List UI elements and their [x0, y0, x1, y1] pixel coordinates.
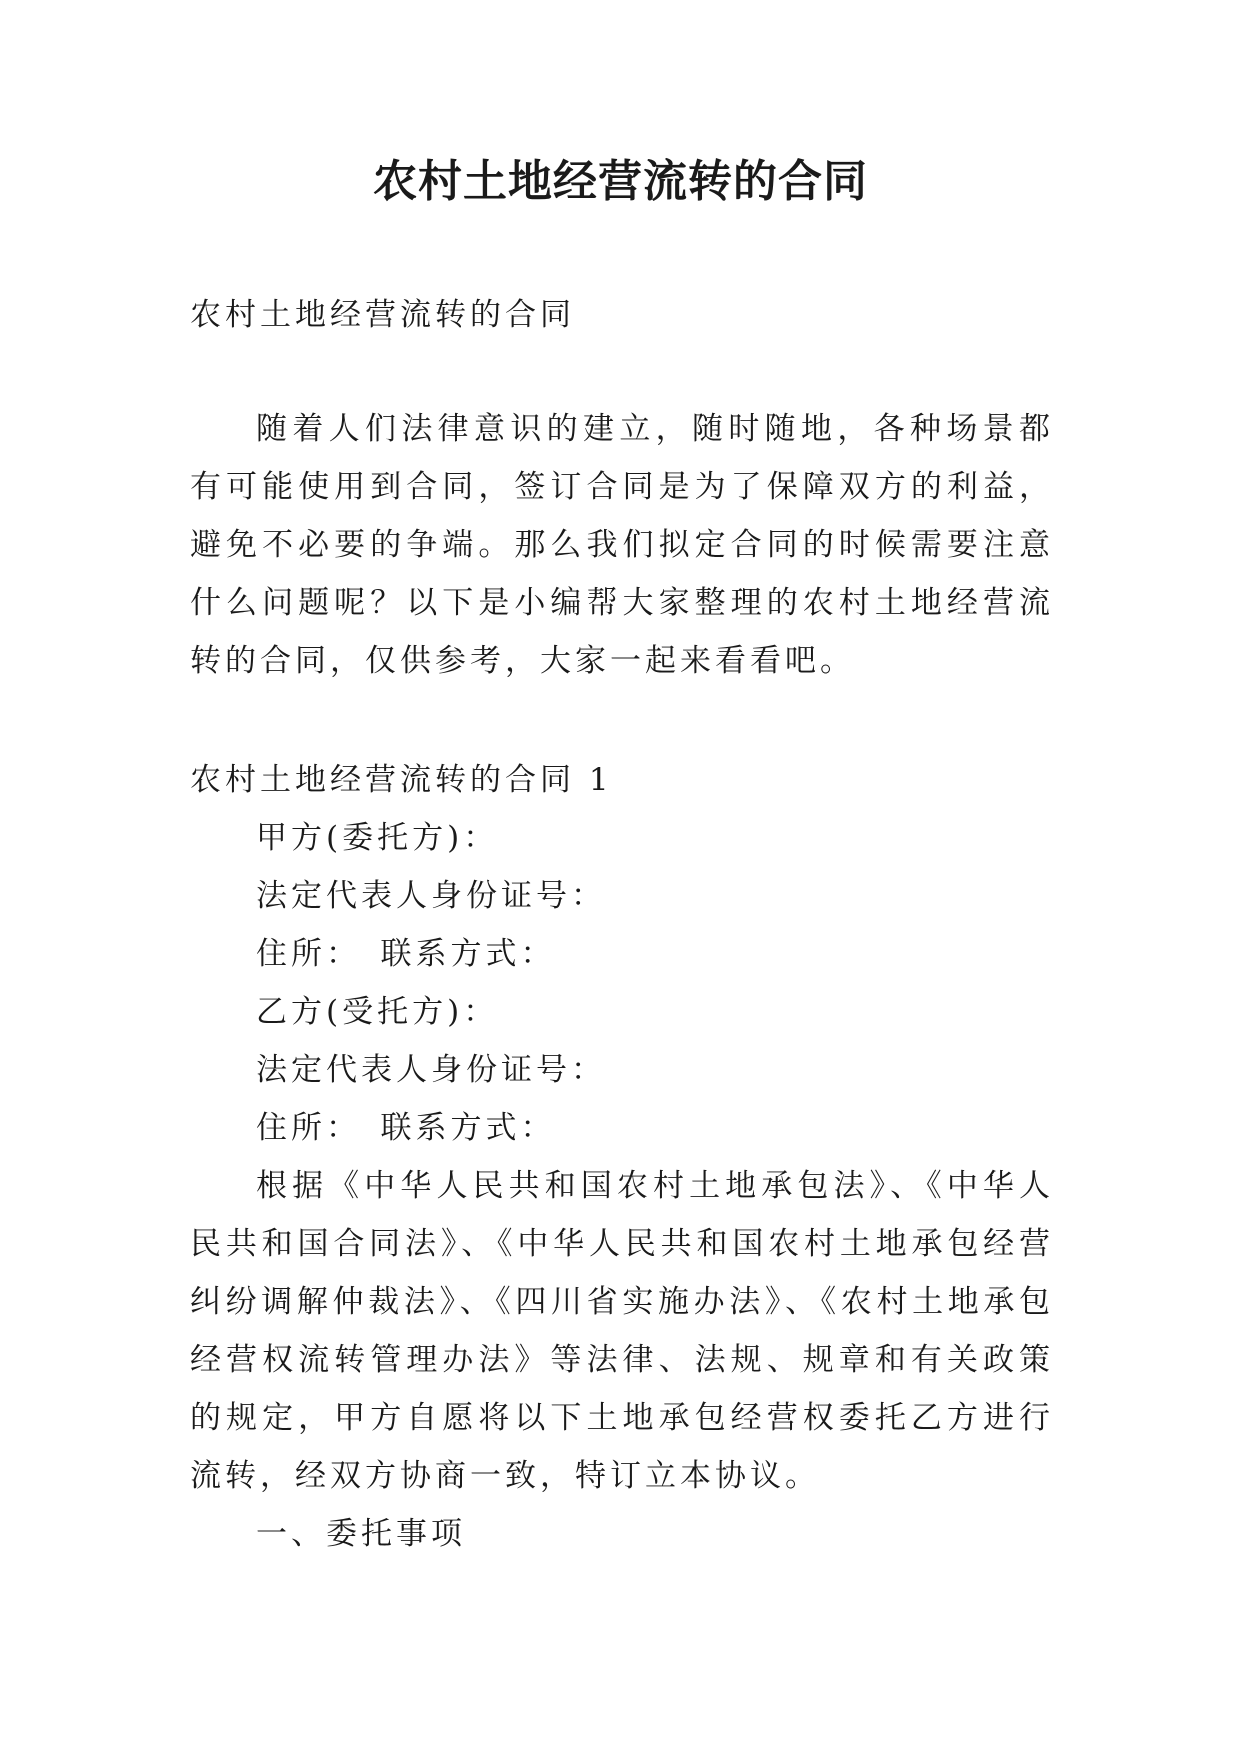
document-subtitle — [190, 286, 1054, 344]
intro-text: 随着人们法律意识的建立，随时随地，各种场景都有可能使用到合同，签订合同是为了保障双方的利益，避免不必要的争端。那么我们拟定合同的时候需要注意什么问题呢？以下是小编帮大家整理的农村土地经营流转的合同，仅供参考，大家一起来看看吧。 — [190, 411, 1054, 679]
field-party-b-id: 法定代表人身份证号： — [256, 1052, 606, 1088]
section-heading: 农村土地经营流转的合同 1 — [190, 762, 613, 798]
clause-heading-1: 一、委托事项 — [256, 1516, 466, 1552]
basis-paragraph: 根据《中华人民共和国农村土地承包法》、《中华人民共和国合同法》、《中华人民共和国农村土地承包经营纠纷调解仲裁法》、《四川省实施办法》、《农村土地承包经营权流转管理办法》等法律、法规、规章和有关政策的规定，甲方自愿将以下土地承包经营权委托乙方进行流转，经双方协商一致，特订立本协议。 — [190, 1168, 1054, 1494]
document-title: 农村土地经营流转的合同 — [373, 156, 868, 207]
intro-paragraph — [190, 400, 1054, 690]
field-party-a-address: 住所： 联系方式： — [256, 936, 556, 972]
field-party-a: 甲方(委托方)： — [256, 820, 499, 856]
contract-section-1 — [190, 751, 1054, 1563]
field-party-a-id: 法定代表人身份证号： — [256, 878, 606, 914]
field-party-b-address: 住所： 联系方式： — [256, 1110, 556, 1146]
field-party-b: 乙方(受托方)： — [256, 994, 499, 1030]
subtitle-text: 农村土地经营流转的合同 — [190, 297, 575, 333]
